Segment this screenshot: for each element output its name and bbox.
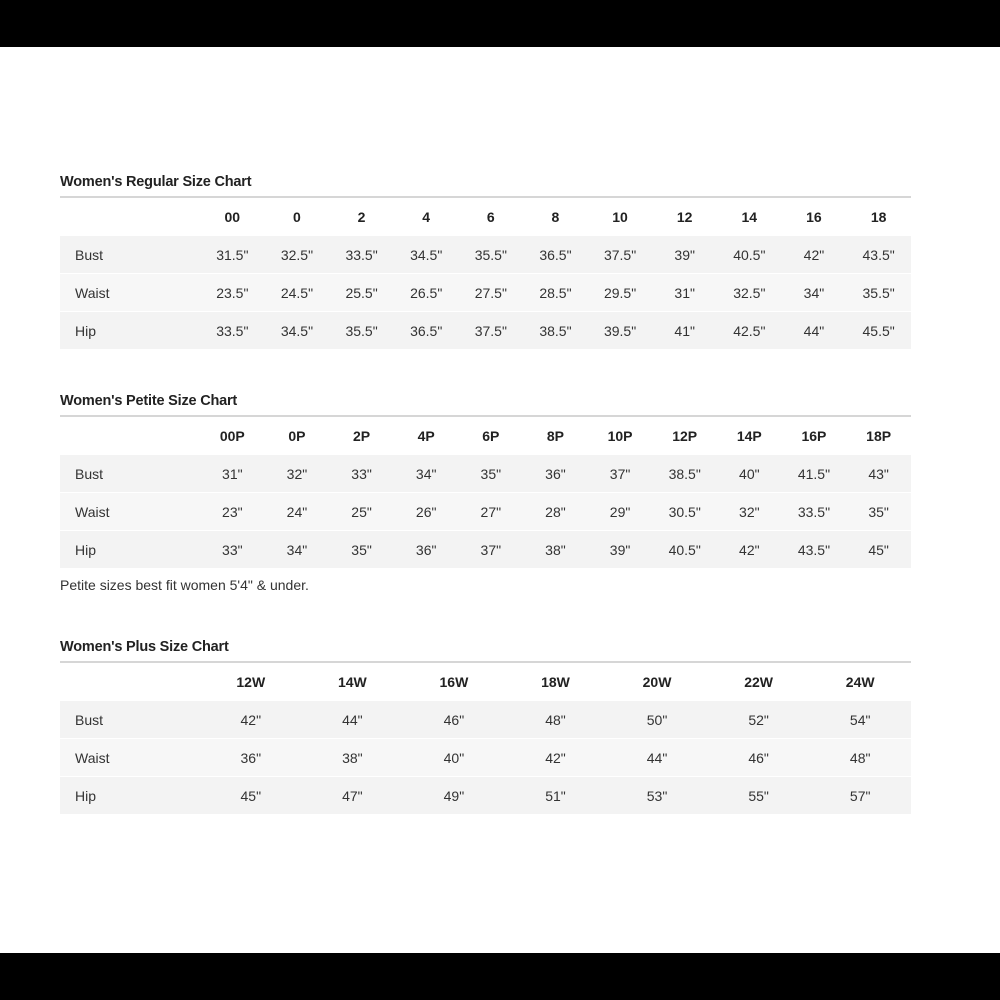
table-cell: 43.5" — [846, 236, 911, 274]
table-cell: 35.5" — [329, 312, 394, 350]
row-label: Bust — [60, 701, 200, 739]
table-cell: 42" — [717, 531, 782, 569]
size-header: 12P — [652, 416, 717, 455]
table-cell: 39" — [652, 236, 717, 274]
table-cell: 34" — [394, 455, 459, 493]
size-header: 10P — [588, 416, 653, 455]
table-cell: 41.5" — [782, 455, 847, 493]
petite-size-chart-title: Women's Petite Size Chart — [60, 393, 238, 409]
table-cell: 36.5" — [394, 312, 459, 350]
table-row — [60, 739, 911, 777]
table-cell: 36" — [523, 455, 588, 493]
table-row — [60, 493, 911, 531]
row-label: Bust — [60, 236, 200, 274]
table-row — [60, 455, 911, 493]
table-cell: 43" — [846, 455, 911, 493]
table-cell: 50" — [606, 701, 708, 739]
size-header: 16W — [403, 662, 505, 701]
size-header: 12W — [200, 662, 302, 701]
table-cell: 25" — [329, 493, 394, 531]
row-label: Hip — [60, 531, 200, 569]
table-cell: 32.5" — [717, 274, 782, 312]
table-row — [60, 274, 911, 312]
table-cell: 35" — [459, 455, 524, 493]
table-cell: 40" — [403, 739, 505, 777]
table-cell: 42.5" — [717, 312, 782, 350]
table-cell: 35.5" — [846, 274, 911, 312]
petite-fit-note: Petite sizes best fit women 5'4" & under. — [60, 577, 309, 593]
table-cell: 39" — [588, 531, 653, 569]
table-cell: 31" — [200, 455, 265, 493]
table-cell: 48" — [809, 739, 911, 777]
regular-size-table — [60, 196, 911, 349]
table-cell: 53" — [606, 777, 708, 815]
table-cell: 38.5" — [652, 455, 717, 493]
size-header: 10 — [588, 197, 653, 236]
table-cell: 36.5" — [523, 236, 588, 274]
row-label: Waist — [60, 493, 200, 531]
row-label: Hip — [60, 777, 200, 815]
plus-size-chart-title: Women's Plus Size Chart — [60, 639, 229, 655]
table-cell: 35.5" — [459, 236, 524, 274]
table-cell: 37" — [588, 455, 653, 493]
table-cell: 55" — [708, 777, 810, 815]
table-cell: 30.5" — [652, 493, 717, 531]
size-header: 6 — [459, 197, 524, 236]
table-row — [60, 236, 911, 274]
header-empty-cell — [60, 662, 200, 701]
size-header: 16P — [782, 416, 847, 455]
size-header: 14W — [302, 662, 404, 701]
table-cell: 45" — [846, 531, 911, 569]
table-cell: 49" — [403, 777, 505, 815]
table-cell: 39.5" — [588, 312, 653, 350]
table-cell: 42" — [782, 236, 847, 274]
table-cell: 54" — [809, 701, 911, 739]
table-cell: 37.5" — [459, 312, 524, 350]
table-cell: 38" — [302, 739, 404, 777]
table-cell: 46" — [708, 739, 810, 777]
table-cell: 36" — [394, 531, 459, 569]
table-cell: 46" — [403, 701, 505, 739]
size-header: 18 — [846, 197, 911, 236]
size-header: 4P — [394, 416, 459, 455]
table-row — [60, 312, 911, 350]
table-cell: 34" — [265, 531, 330, 569]
table-cell: 42" — [200, 701, 302, 739]
table-cell: 37.5" — [588, 236, 653, 274]
table-cell: 44" — [782, 312, 847, 350]
table-cell: 31" — [652, 274, 717, 312]
header-empty-cell — [60, 197, 200, 236]
table-cell: 33.5" — [200, 312, 265, 350]
size-header: 24W — [809, 662, 911, 701]
table-cell: 35" — [846, 493, 911, 531]
table-cell: 28.5" — [523, 274, 588, 312]
table-header-row — [60, 416, 911, 455]
table-cell: 47" — [302, 777, 404, 815]
table-cell: 24" — [265, 493, 330, 531]
table-cell: 29.5" — [588, 274, 653, 312]
petite-size-section — [60, 391, 911, 594]
table-cell: 42" — [505, 739, 607, 777]
size-header: 2P — [329, 416, 394, 455]
size-header: 2 — [329, 197, 394, 236]
table-cell: 45" — [200, 777, 302, 815]
size-header: 20W — [606, 662, 708, 701]
table-cell: 43.5" — [782, 531, 847, 569]
table-cell: 33" — [200, 531, 265, 569]
table-cell: 34.5" — [265, 312, 330, 350]
regular-size-chart-title: Women's Regular Size Chart — [60, 174, 252, 190]
table-cell: 26" — [394, 493, 459, 531]
table-cell: 40.5" — [717, 236, 782, 274]
size-header: 0P — [265, 416, 330, 455]
table-cell: 27.5" — [459, 274, 524, 312]
table-cell: 32" — [265, 455, 330, 493]
table-cell: 51" — [505, 777, 607, 815]
table-cell: 38" — [523, 531, 588, 569]
row-label: Waist — [60, 739, 200, 777]
table-cell: 35" — [329, 531, 394, 569]
size-header: 22W — [708, 662, 810, 701]
row-label: Waist — [60, 274, 200, 312]
table-cell: 38.5" — [523, 312, 588, 350]
size-header: 8P — [523, 416, 588, 455]
size-header: 18P — [846, 416, 911, 455]
table-cell: 23" — [200, 493, 265, 531]
table-cell: 33" — [329, 455, 394, 493]
table-cell: 29" — [588, 493, 653, 531]
table-cell: 26.5" — [394, 274, 459, 312]
size-header: 4 — [394, 197, 459, 236]
table-cell: 32.5" — [265, 236, 330, 274]
petite-size-table — [60, 415, 911, 568]
table-cell: 27" — [459, 493, 524, 531]
table-cell: 36" — [200, 739, 302, 777]
page-canvas — [0, 47, 1000, 953]
table-row — [60, 701, 911, 739]
table-cell: 34" — [782, 274, 847, 312]
table-cell: 23.5" — [200, 274, 265, 312]
size-header: 8 — [523, 197, 588, 236]
size-header: 0 — [265, 197, 330, 236]
table-cell: 44" — [606, 739, 708, 777]
table-cell: 52" — [708, 701, 810, 739]
plus-size-table — [60, 661, 911, 814]
table-cell: 34.5" — [394, 236, 459, 274]
table-cell: 40.5" — [652, 531, 717, 569]
size-header: 16 — [782, 197, 847, 236]
table-header-row — [60, 662, 911, 701]
plus-size-section — [60, 637, 911, 814]
table-cell: 45.5" — [846, 312, 911, 350]
size-header: 14 — [717, 197, 782, 236]
table-cell: 37" — [459, 531, 524, 569]
size-header: 6P — [459, 416, 524, 455]
table-row — [60, 531, 911, 569]
table-cell: 28" — [523, 493, 588, 531]
size-header: 18W — [505, 662, 607, 701]
table-row — [60, 777, 911, 815]
size-header: 12 — [652, 197, 717, 236]
table-cell: 57" — [809, 777, 911, 815]
table-cell: 25.5" — [329, 274, 394, 312]
table-cell: 40" — [717, 455, 782, 493]
table-cell: 33.5" — [782, 493, 847, 531]
row-label: Hip — [60, 312, 200, 350]
table-cell: 48" — [505, 701, 607, 739]
table-cell: 41" — [652, 312, 717, 350]
table-cell: 31.5" — [200, 236, 265, 274]
size-header: 00P — [200, 416, 265, 455]
size-header: 00 — [200, 197, 265, 236]
size-header: 14P — [717, 416, 782, 455]
row-label: Bust — [60, 455, 200, 493]
table-header-row — [60, 197, 911, 236]
table-cell: 33.5" — [329, 236, 394, 274]
regular-size-section — [60, 172, 911, 349]
table-cell: 44" — [302, 701, 404, 739]
header-empty-cell — [60, 416, 200, 455]
table-cell: 24.5" — [265, 274, 330, 312]
table-cell: 32" — [717, 493, 782, 531]
